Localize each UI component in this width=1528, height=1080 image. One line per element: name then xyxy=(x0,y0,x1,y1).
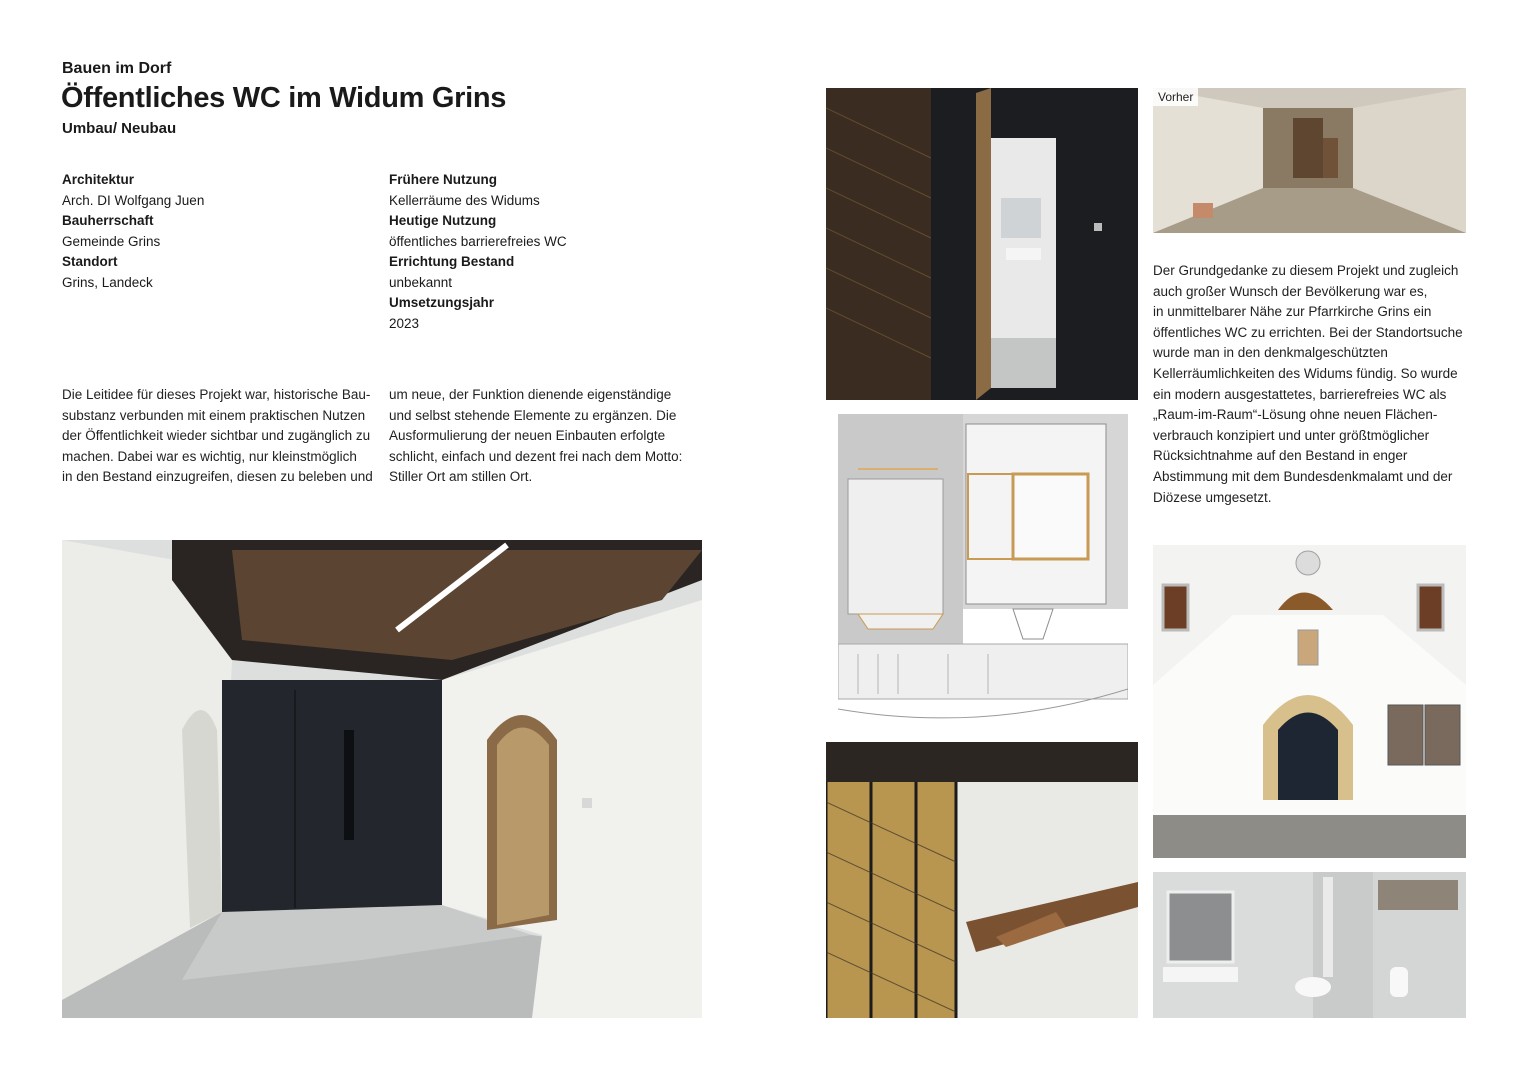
text-line: der Öffentlichkeit wieder sichtbar und zugänglich zu xyxy=(62,428,371,444)
kicker: Bauen im Dorf xyxy=(62,60,172,77)
text-line: Ausformulierung der neuen Einbauten erfolgte xyxy=(389,428,666,444)
floor-plan-drawing xyxy=(838,414,1128,729)
photo-wc-door-open xyxy=(826,88,1138,400)
fact-key: Standort xyxy=(62,254,118,269)
body-text-column-3 xyxy=(1153,261,1473,508)
photo-mesh-and-beam xyxy=(826,742,1138,1018)
subtitle: Umbau/ Neubau xyxy=(62,120,177,137)
text-line: um neue, der Funktion dienende eigenständige xyxy=(389,387,672,402)
text-line: Stiller Ort am stillen Ort. xyxy=(389,469,533,485)
page-title: Öffentliches WC im Widum Grins xyxy=(61,82,507,114)
before-label: Vorher xyxy=(1153,88,1198,106)
body-text-column-1 xyxy=(62,385,382,488)
fact-value: Kellerräume des Widums xyxy=(389,192,540,208)
text-line: substanz verbunden mit einem praktischen Nutzen xyxy=(62,407,366,423)
text-line: Kellerräumlichkeiten des Widums fündig. So wurde xyxy=(1153,365,1458,381)
text-line: verbrauch konzipiert und unter größtmöglicher xyxy=(1153,427,1430,443)
photo-church-entrance xyxy=(1153,545,1466,858)
fact-value: öffentliches barrierefreies WC xyxy=(389,233,567,249)
text-line: Rücksichtnahme auf den Bestand in enger xyxy=(1153,448,1408,464)
body-text-column-2 xyxy=(389,385,709,488)
fact-key: Architektur xyxy=(62,172,135,187)
fact-key: Frühere Nutzung xyxy=(389,172,497,187)
photo-bathroom-interior xyxy=(1153,872,1466,1018)
text-line: machen. Dabei war es wichtig, nur kleinstmöglich xyxy=(62,448,357,464)
text-line: in den Bestand einzugreifen, diesen zu beleben und xyxy=(62,469,373,485)
text-line: Abstimmung mit dem Bundesdenkmalamt und der xyxy=(1153,468,1453,484)
fact-value: Arch. DI Wolfgang Juen xyxy=(62,192,205,208)
fact-key: Umsetzungsjahr xyxy=(389,295,495,310)
fact-value: Gemeinde Grins xyxy=(62,233,161,249)
text-line: Der Grundgedanke zu diesem Projekt und zugleich xyxy=(1153,263,1459,278)
fact-value: 2023 xyxy=(389,315,420,331)
text-line: öffentliches WC zu errichten. Bei der Standortsuche xyxy=(1153,324,1463,340)
text-line: wurde man in den denkmalgeschützten xyxy=(1153,345,1388,361)
text-line: „Raum-im-Raum“-Lösung ohne neuen Flächen- xyxy=(1153,407,1438,423)
fact-key: Heutige Nutzung xyxy=(389,213,497,228)
text-line: Diözese umgesetzt. xyxy=(1153,489,1272,505)
photo-before-cellar xyxy=(1153,88,1466,233)
facts-left xyxy=(62,170,362,293)
fact-key: Errichtung Bestand xyxy=(389,254,515,269)
text-line: schlicht, einfach und dezent frei nach dem Motto: xyxy=(389,448,683,464)
fact-value: unbekannt xyxy=(389,274,453,290)
fact-key: Bauherrschaft xyxy=(62,213,154,228)
text-line: Die Leitidee für dieses Projekt war, historische Bau- xyxy=(62,387,371,402)
text-line: und selbst stehende Elemente zu ergänzen. Die xyxy=(389,407,677,423)
text-line: auch großer Wunsch der Bevölkerung war es, xyxy=(1153,283,1428,299)
text-line: ein modern ausgestattetes, barrierefreies WC als xyxy=(1153,386,1447,402)
text-line: in unmittelbarer Nähe zur Pfarrkirche Grins ein xyxy=(1153,304,1432,320)
facts-right xyxy=(389,170,709,334)
fact-value: Grins, Landeck xyxy=(62,274,153,290)
main-photo-cellar-door xyxy=(62,540,702,1018)
